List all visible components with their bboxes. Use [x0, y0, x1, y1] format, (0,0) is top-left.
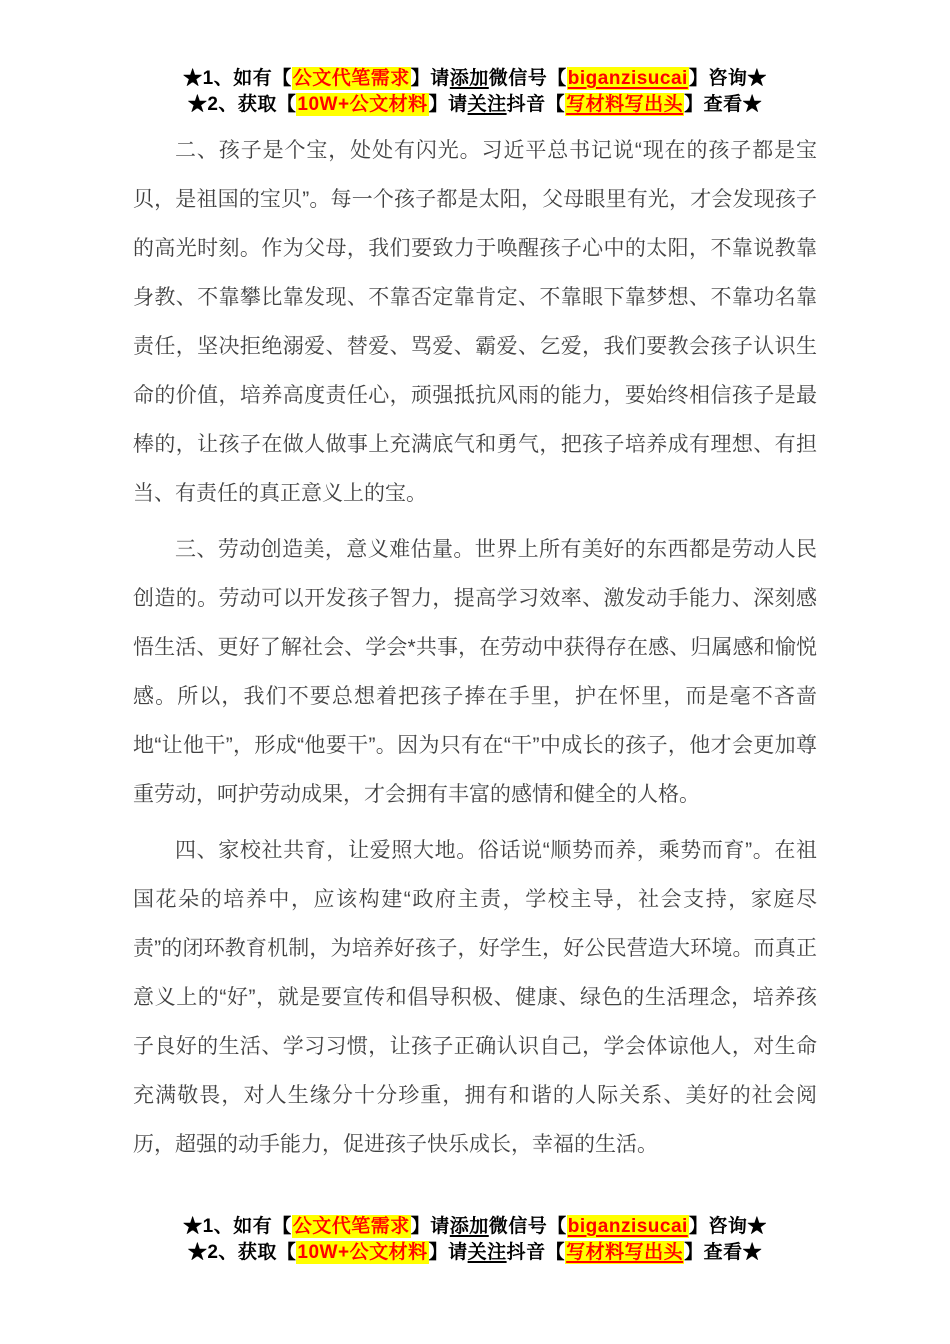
- promo-segment: ★2、获取【: [187, 1242, 297, 1263]
- promo-header: [0, 66, 950, 118]
- promo-segment: 】请: [410, 1216, 450, 1237]
- promo-segment: 10W+公文材料: [297, 1242, 428, 1263]
- promo-header-line-1: [0, 66, 950, 92]
- promo-segment: 公文代笔需求: [292, 68, 410, 89]
- body-paragraph: 二、孩子是个宝，处处有闪光。习近平总书记说“现在的孩子都是宝贝，是祖国的宝贝”。每一个孩子都是太阳，父母眼里有光，才会发现孩子的高光时刻。作为父母，我们要致力于唤醒孩子心中的太阳，不靠说教靠身教、不靠攀比靠发现、不靠否定靠肯定、不靠眼下靠梦想、不靠功名靠责任，坚决拒绝溺爱、替爱、骂爱、霸爱、乞爱，我们要教会孩子认识生命的价值，培养高度责任心，顽强抵抗风雨的能力，要始终相信孩子是最棒的，让孩子在做人做事上充满底气和勇气，把孩子培养成有理想、有担当、有责任的真正意义上的宝。: [133, 139, 817, 505]
- document-body: [133, 126, 817, 1176]
- promo-header-line-2: [0, 92, 950, 118]
- promo-segment: 】咨询★: [688, 68, 767, 89]
- promo-segment: 10W+公文材料: [297, 94, 428, 115]
- promo-segment: 】查看★: [684, 94, 763, 115]
- promo-segment: biganzisucai: [567, 1216, 688, 1237]
- promo-segment: ★2、获取【: [187, 94, 297, 115]
- promo-segment: biganzisucai: [567, 68, 688, 89]
- promo-segment: 】请: [428, 94, 468, 115]
- promo-footer-line-1: [0, 1214, 950, 1240]
- promo-segment: 】咨询★: [688, 1216, 767, 1237]
- promo-segment: ★1、如有【: [183, 1216, 292, 1237]
- promo-segment: 写材料写出头: [566, 94, 684, 115]
- promo-segment: 添加: [449, 68, 489, 89]
- promo-segment: 关注: [467, 1242, 507, 1263]
- promo-segment: 抖音【: [506, 1242, 566, 1263]
- promo-segment: 抖音【: [506, 94, 566, 115]
- promo-segment: 】请: [428, 1242, 468, 1263]
- promo-segment: ★1、如有【: [183, 68, 292, 89]
- promo-footer: [0, 1214, 950, 1266]
- promo-segment: 公文代笔需求: [292, 1216, 410, 1237]
- body-paragraph: 四、家校社共育，让爱照大地。俗话说“顺势而养，乘势而育”。在祖国花朵的培养中，应该构建“政府主责，学校主导，社会支持，家庭尽责”的闭环教育机制，为培养好孩子，好学生，好公民营造大环境。而真正意义上的“好”，就是要宣传和倡导积极、健康、绿色的生活理念，培养孩子良好的生活、学习习惯，让孩子正确认识自己，学会体谅他人，对生命充满敬畏，对人生缘分十分珍重，拥有和谐的人际关系、美好的社会阅历，超强的动手能力，促进孩子快乐成长，幸福的生活。: [133, 839, 817, 1156]
- promo-segment: 】查看★: [684, 1242, 763, 1263]
- promo-footer-line-2: [0, 1240, 950, 1266]
- promo-segment: 关注: [467, 94, 507, 115]
- body-paragraph: 三、劳动创造美，意义难估量。世界上所有美好的东西都是劳动人民创造的。劳动可以开发孩子智力，提高学习效率、激发动手能力、深刻感悟生活、更好了解社会、学会*共事，在劳动中获得存在感、归属感和愉悦感。所以，我们不要总想着把孩子捧在手里，护在怀里，而是毫不吝啬地“让他干”，形成“他要干”。因为只有在“干”中成长的孩子，他才会更加尊重劳动，呵护劳动成果，才会拥有丰富的感情和健全的人格。: [133, 538, 817, 806]
- promo-segment: 微信号【: [488, 1216, 567, 1237]
- promo-segment: 】请: [410, 68, 450, 89]
- promo-segment: 添加: [449, 1216, 489, 1237]
- promo-segment: 微信号【: [488, 68, 567, 89]
- promo-segment: 写材料写出头: [566, 1242, 684, 1263]
